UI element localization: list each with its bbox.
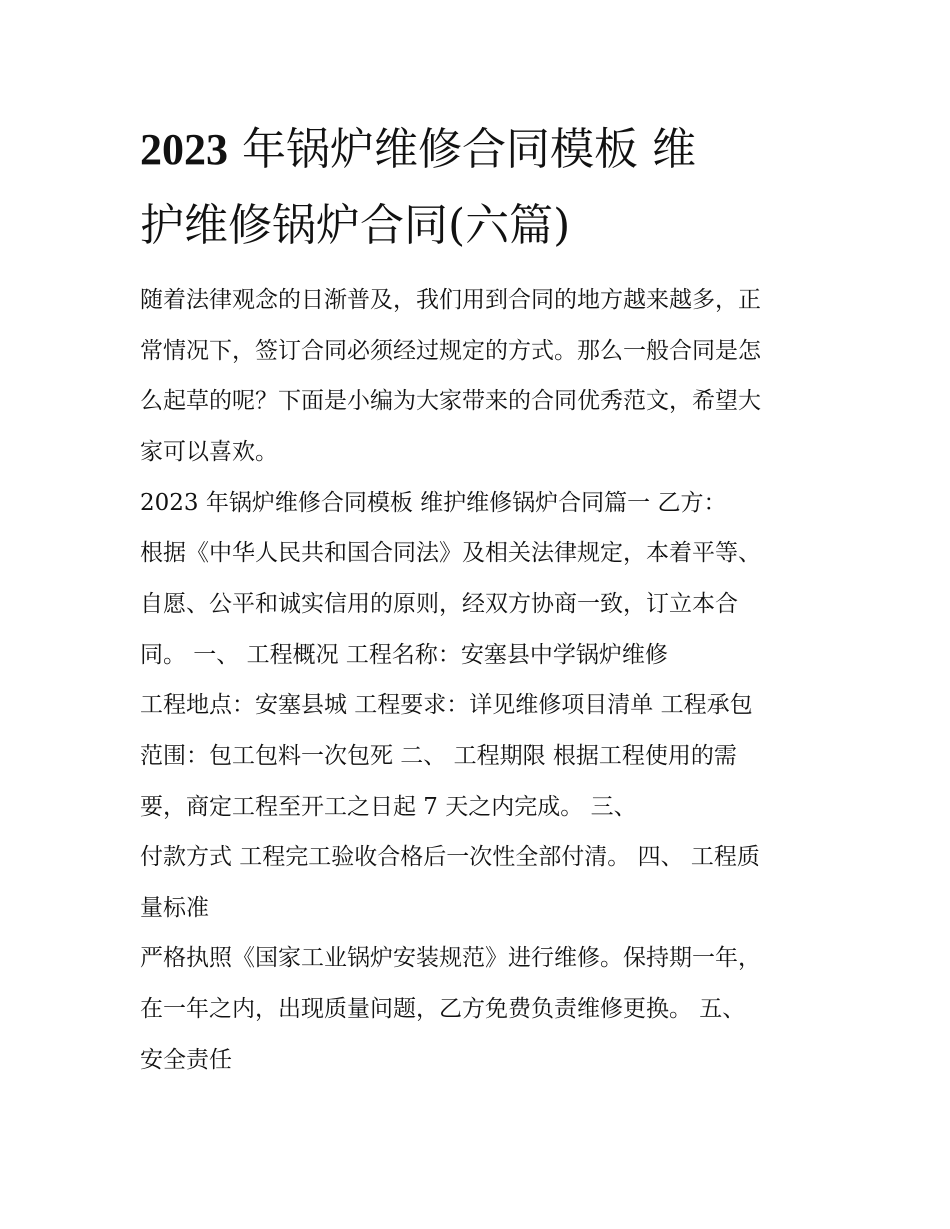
body-line: 工程地点：安塞县城 工程要求：详见维修项目清单 工程承包 <box>140 692 753 718</box>
body-line: 要，商定工程至开工之日起 7 天之内完成。 三、 <box>140 794 637 820</box>
title-line <box>140 112 820 188</box>
body-line: 自愿、公平和诚实信用的原则，经双方协商一致，订立本合 <box>140 591 738 617</box>
body-line: 么起草的呢？下面是小编为大家带来的合同优秀范文，希望大 <box>140 388 761 414</box>
body-line: 家可以喜欢。 <box>140 439 278 465</box>
body-line: 同。 一、 工程概况 工程名称：安塞县中学锅炉维修 <box>140 642 668 668</box>
body-line: 付款方式 工程完工验收合格后一次性全部付清。 四、 工程质 <box>140 844 760 870</box>
body-line: 在一年之内，出现质量问题，乙方免费负责维修更换。 五、 <box>140 996 746 1022</box>
body-line: 2023 年锅炉维修合同模板 维护维修锅炉合同篇一 乙方： <box>140 490 727 516</box>
title-year: 2023 <box>140 125 228 174</box>
title-line: 护维修锅炉合同(六篇) <box>140 200 571 251</box>
document-title <box>140 112 820 264</box>
body-line: 严格执照《国家工业锅炉安装规范》进行维修。保持期一年， <box>140 945 761 971</box>
body-line: 安全责任 <box>140 1047 232 1073</box>
body-line: 量标准 <box>140 895 209 921</box>
body-line: 常情况下，签订合同必须经过规定的方式。那么一般合同是怎 <box>140 338 761 364</box>
title-text: 年锅炉维修合同模板 维 <box>228 124 696 175</box>
body-line: 随着法律观念的日渐普及，我们用到合同的地方越来越多，正 <box>140 287 761 313</box>
body-line: 范围：包工包料一次包死 二、 工程期限 根据工程使用的需 <box>140 743 737 769</box>
body-line: 根据《中华人民共和国合同法》及相关法律规定，本着平等、 <box>140 540 761 566</box>
